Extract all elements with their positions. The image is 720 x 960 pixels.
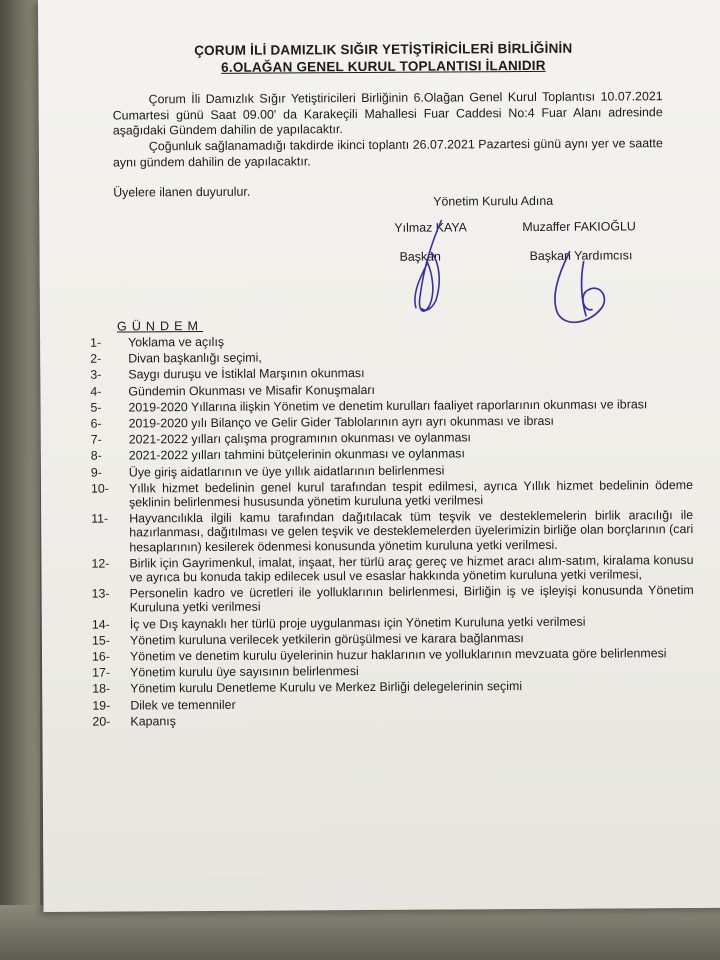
- document-title-line2: 6.OLAĞAN GENEL KURUL TOPLANTISI İLANIDIR: [221, 57, 546, 75]
- agenda-heading: GÜNDEM: [116, 318, 204, 334]
- agenda-item: [84, 678, 694, 696]
- agenda-item-text: Personelin kadro ve ücretleri ile yolluklarının belirlenmesi, Birliğin iş ve işleyişi konusunda Yönetim Kuruluna yetki verilmesi: [129, 583, 694, 615]
- signer1-name: Yılmaz KAYA: [394, 220, 467, 235]
- second-meeting-paragraph: Çoğunluk sağlanamadığı takdirde ikinci toplantı 26.07.2021 Pazartesi günü aynı yer ve saatte aynı gündem dahilin de yapılacaktır.: [112, 136, 663, 170]
- agenda-item-number: 9-: [90, 465, 102, 480]
- agenda-item-number: 18-: [92, 682, 111, 697]
- agenda-item: [84, 695, 694, 713]
- agenda-item-text: Yönetim kurulu üye sayısının belirlenmesi: [130, 664, 359, 680]
- agenda-item: [83, 553, 693, 585]
- agenda-item-number: 13-: [91, 586, 110, 601]
- agenda-item-text: İç ve Dış kaynaklı her türlü proje uygulanması için Yönetim Kuruluna yetki verilmesi: [129, 614, 586, 632]
- signer2-name: Muzaffer FAKIOĞLU: [522, 219, 636, 235]
- agenda-item-text: Birlik için Gayrimenkul, imalat, inşaat, her türlü araç gereç ve hizmet aracı alım-satım, kiralama konusu ve ayrıca bu konuda takip edilecek usul ve esaslar hakkında yönetim kuruluna yetki verilmesi,: [129, 552, 694, 585]
- agenda-item-text: Dilek ve temenniler: [130, 697, 236, 713]
- notice-paragraph: Üyelere ilanen duyurulur.: [113, 184, 251, 200]
- agenda-item-text: Yönetim ve denetim kurulu üyelerinin huzur haklarının ve yolluklarının mevzuata göre belirlenmesi: [129, 646, 667, 664]
- agenda-item-text: Divan başkanlığı seçimi,: [128, 350, 262, 366]
- agenda-item-number: 12-: [91, 556, 110, 571]
- agenda-item-number: 20-: [92, 714, 111, 729]
- agenda-item: [82, 348, 692, 366]
- agenda-item: [83, 429, 693, 447]
- agenda-item-number: 15-: [91, 633, 110, 648]
- signer1-role: Başkan: [399, 249, 441, 264]
- agenda-item: [84, 646, 694, 664]
- agenda-item-text: 2021-2022 yılları tahmini bütçelerinin okunması ve oylanması: [128, 446, 465, 463]
- agenda-item-number: 5-: [90, 400, 102, 415]
- agenda-item-text: Üye giriş aidatlarının ve üye yıllık aidatlarının belirlenmesi: [128, 463, 445, 480]
- signature-1-scribble: [401, 212, 462, 322]
- agenda-item: [83, 508, 693, 554]
- signature-2-scribble: [539, 241, 620, 331]
- agenda-item-number: 2-: [90, 351, 102, 366]
- agenda-item-text: Kapanış: [130, 714, 176, 729]
- agenda-item-number: 8-: [90, 449, 102, 464]
- agenda-item: [82, 397, 692, 415]
- background-floor: [0, 905, 720, 960]
- agenda-item-number: 3-: [90, 368, 102, 383]
- agenda-item: [83, 462, 693, 480]
- document-title-line1: ÇORUM İLİ DAMIZLIK SIĞIR YETİŞTİRİCİLERİ BİRLİĞİNİN: [194, 40, 573, 59]
- agenda-item-number: 1-: [90, 335, 102, 350]
- agenda-item: [83, 478, 693, 510]
- agenda-item: [82, 381, 692, 399]
- agenda-item-number: 7-: [90, 432, 102, 447]
- agenda-item: [83, 445, 693, 463]
- document-page: [38, 0, 720, 912]
- agenda-item-number: 16-: [91, 649, 110, 664]
- agenda-item: [84, 711, 694, 729]
- agenda-item-text: Saygı duruşu ve İstiklal Marşının okunması: [128, 366, 365, 382]
- agenda-item-number: 11-: [91, 511, 109, 526]
- agenda-item-text: 2019-2020 yılı Bilanço ve Gelir Gider Tablolarının ayrı ayrı okunması ve ibrası: [128, 413, 555, 431]
- agenda-item: [82, 332, 692, 350]
- agenda-item-text: Yönetim kurulu Denetleme Kurulu ve Merkez Birliği delegelerinin seçimi: [130, 679, 523, 696]
- agenda-item-text: Yıllık hizmet bedelinin genel kurul tarafından tespit edilmesi, ayrıca Yıllık hizmet bedelinin ödeme şeklinin belirlenmesi hususunda yönetim kuruluna yetki verilmesi: [128, 477, 694, 510]
- agenda-item-number: 14-: [91, 617, 110, 632]
- agenda-item: [82, 364, 692, 382]
- agenda-item-text: 2021-2022 yılları çalışma programının okunması ve oylanması: [128, 430, 472, 447]
- agenda-item-text: Gündemin Okunması ve Misafir Konuşmaları: [128, 382, 375, 399]
- agenda-item: [84, 630, 694, 648]
- agenda-item-text: Hayvancılıkla ilgili kamu tarafından dağıtılacak tüm teşvik ve desteklemelerin birlik aracılığı ile hazırlanması, dağıtılması ve gelen teşvik ve desteklemelerden üyelerimizin birliğe olan borçlarının (cari hesaplarının) kesilerek ödenmesi konusunda yönetim kuruluna yetki verilmesi.: [129, 508, 694, 555]
- agenda-item: [84, 662, 694, 680]
- signature-block-title: Yönetim Kurulu Adına: [433, 193, 554, 209]
- agenda-item-number: 6-: [90, 416, 102, 431]
- agenda-item-number: 10-: [90, 481, 109, 496]
- agenda-item-number: 19-: [92, 698, 111, 713]
- agenda-item: [84, 614, 694, 632]
- agenda-item-number: 4-: [90, 384, 102, 399]
- announcement-paragraph: Çorum İli Damızlık Sığır Yetiştiricileri Birliğinin 6.Olağan Genel Kurul Toplantısı 10.07.2021 Cumartesi günü Saat 09.00' da Karakeçili Mahallesi Fuar Caddesi No:4 Fuar Alanı adresinde aşağıdaki Gündem dahilin de yapılacaktır.: [112, 89, 663, 138]
- agenda-item-text: Yoklama ve açılış: [128, 334, 225, 350]
- signer2-role: Başkan Yardımcısı: [529, 248, 633, 264]
- agenda-item: [83, 413, 693, 431]
- background-table: [0, 0, 40, 960]
- agenda-item: [84, 583, 694, 615]
- agenda-item-text: Yönetim kuruluna verilecek yetkilerin görüşülmesi ve karara bağlanması: [129, 630, 524, 648]
- agenda-list: [82, 332, 694, 731]
- agenda-item-number: 17-: [92, 665, 111, 680]
- agenda-item-text: 2019-2020 Yıllarına ilişkin Yönetim ve denetim kurulları faaliyet raporlarının okunması ve ibrası: [128, 397, 648, 415]
